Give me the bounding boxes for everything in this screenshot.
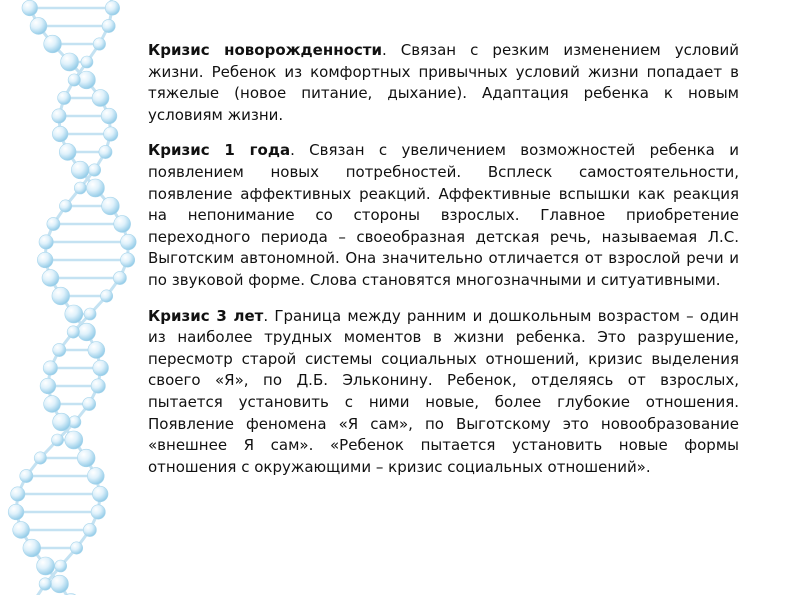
helix-bead	[59, 144, 76, 161]
paragraph-text: . Связан с увеличением возможностей ребенка и появлением новых потребностей. Всплеск самостоятельности, появление аффективных реакций. Аффективные вспышки как реакция на непонимание со стороны взрослых. Главное приобретение переходного периода – своеобразная детская речь, называемая Л.С. Выготским автономной. Она значительно отличается от взрослой речи и по звуковой форме. Слова становятся многозначными и ситуативными.	[148, 141, 739, 289]
helix-bead	[13, 522, 30, 539]
dna-helix-decoration	[0, 0, 140, 595]
helix-bead	[120, 234, 136, 250]
helix-bead	[52, 287, 70, 305]
paragraph-crisis-3-years	[148, 306, 739, 479]
helix-bead	[101, 108, 117, 124]
helix-bead	[100, 290, 112, 302]
helix-bead	[51, 575, 69, 593]
helix-bead	[99, 145, 112, 158]
helix-bead	[52, 126, 68, 142]
helix-bead	[52, 434, 64, 446]
paragraph-heading: Кризис 3 лет	[148, 306, 264, 325]
helix-bead	[43, 361, 57, 375]
paragraph-crisis-newborn	[148, 40, 739, 126]
helix-bead	[68, 74, 80, 86]
helix-bead	[120, 253, 134, 267]
helix-bead	[105, 1, 119, 15]
helix-bead	[114, 216, 131, 233]
helix-bead	[83, 523, 96, 536]
helix-bead	[37, 557, 55, 575]
helix-bead	[55, 560, 67, 572]
helix-bead	[58, 91, 71, 104]
helix-bead	[77, 449, 95, 467]
helix-bead	[40, 378, 56, 394]
helix-bead	[20, 469, 33, 482]
helix-bead	[11, 487, 25, 501]
helix-bead	[86, 179, 104, 197]
paragraph-text: . Граница между ранним и дошкольным возрастом – один из наиболее трудных моментов в жизни ребенка. Это разрушение, пересмотр старой системы социальных отношений, кризис выделения своего «Я», по Д.Б. Эльконину. Ребенок, отделяясь от взрослых, пытается установить с ними новые, более глубокие отношения. Появление феномена «Я сам», по Выготскому это новообразование «внешнее Я сам». «Ребенок пытается установить новые формы отношения с окружающими – кризис социальных отношений».	[148, 306, 739, 476]
helix-bead	[71, 161, 89, 179]
helix-bead	[92, 90, 109, 107]
helix-bead	[30, 18, 47, 35]
helix-bead	[52, 109, 66, 123]
helix-bead	[102, 19, 115, 32]
paragraph-text: . Связан с резким изменением условий жизни. Ребенок из комфортных привычных условий жизни попадает в тяжелые (новое питание, дыхание). Адаптация ребенка к новым условиям жизни.	[148, 41, 740, 124]
helix-bead	[42, 270, 59, 287]
helix-bead	[84, 308, 96, 320]
helix-bead	[37, 252, 53, 268]
helix-bead	[81, 56, 93, 68]
text-content	[148, 40, 739, 492]
helix-bead	[23, 539, 41, 557]
paragraph-heading: Кризис 1 года	[148, 141, 291, 160]
helix-bead	[88, 342, 105, 359]
helix-bead	[47, 217, 60, 230]
helix-bead	[39, 235, 53, 249]
helix-bead	[67, 326, 79, 338]
helix-bead	[44, 35, 62, 53]
helix-bead	[93, 38, 105, 50]
helix-bead	[78, 323, 96, 341]
helix-bead	[53, 343, 66, 356]
helix-bead	[8, 504, 24, 520]
helix-bead	[102, 197, 120, 215]
paragraph-heading: Кризис новорожденности	[148, 41, 382, 59]
helix-bead	[65, 431, 83, 449]
helix-bead	[113, 271, 126, 284]
helix-bead	[91, 379, 105, 393]
helix-bead	[91, 505, 105, 519]
helix-bead	[74, 182, 86, 194]
helix-bead	[53, 413, 71, 431]
helix-bead	[92, 486, 108, 502]
helix-bead	[61, 53, 79, 71]
helix-bead	[44, 396, 61, 413]
helix-bead	[88, 164, 100, 176]
helix-bead	[22, 0, 38, 16]
helix-bead	[34, 452, 46, 464]
helix-bead	[83, 397, 96, 410]
helix-strand	[33, 0, 128, 595]
helix-bead	[87, 468, 104, 485]
helix-bead	[65, 305, 83, 323]
paragraph-crisis-1-year	[148, 140, 739, 291]
helix-bead	[59, 200, 71, 212]
helix-bead	[93, 360, 109, 376]
helix-bead	[70, 542, 82, 554]
helix-bead	[39, 578, 51, 590]
helix-bead	[104, 127, 118, 141]
